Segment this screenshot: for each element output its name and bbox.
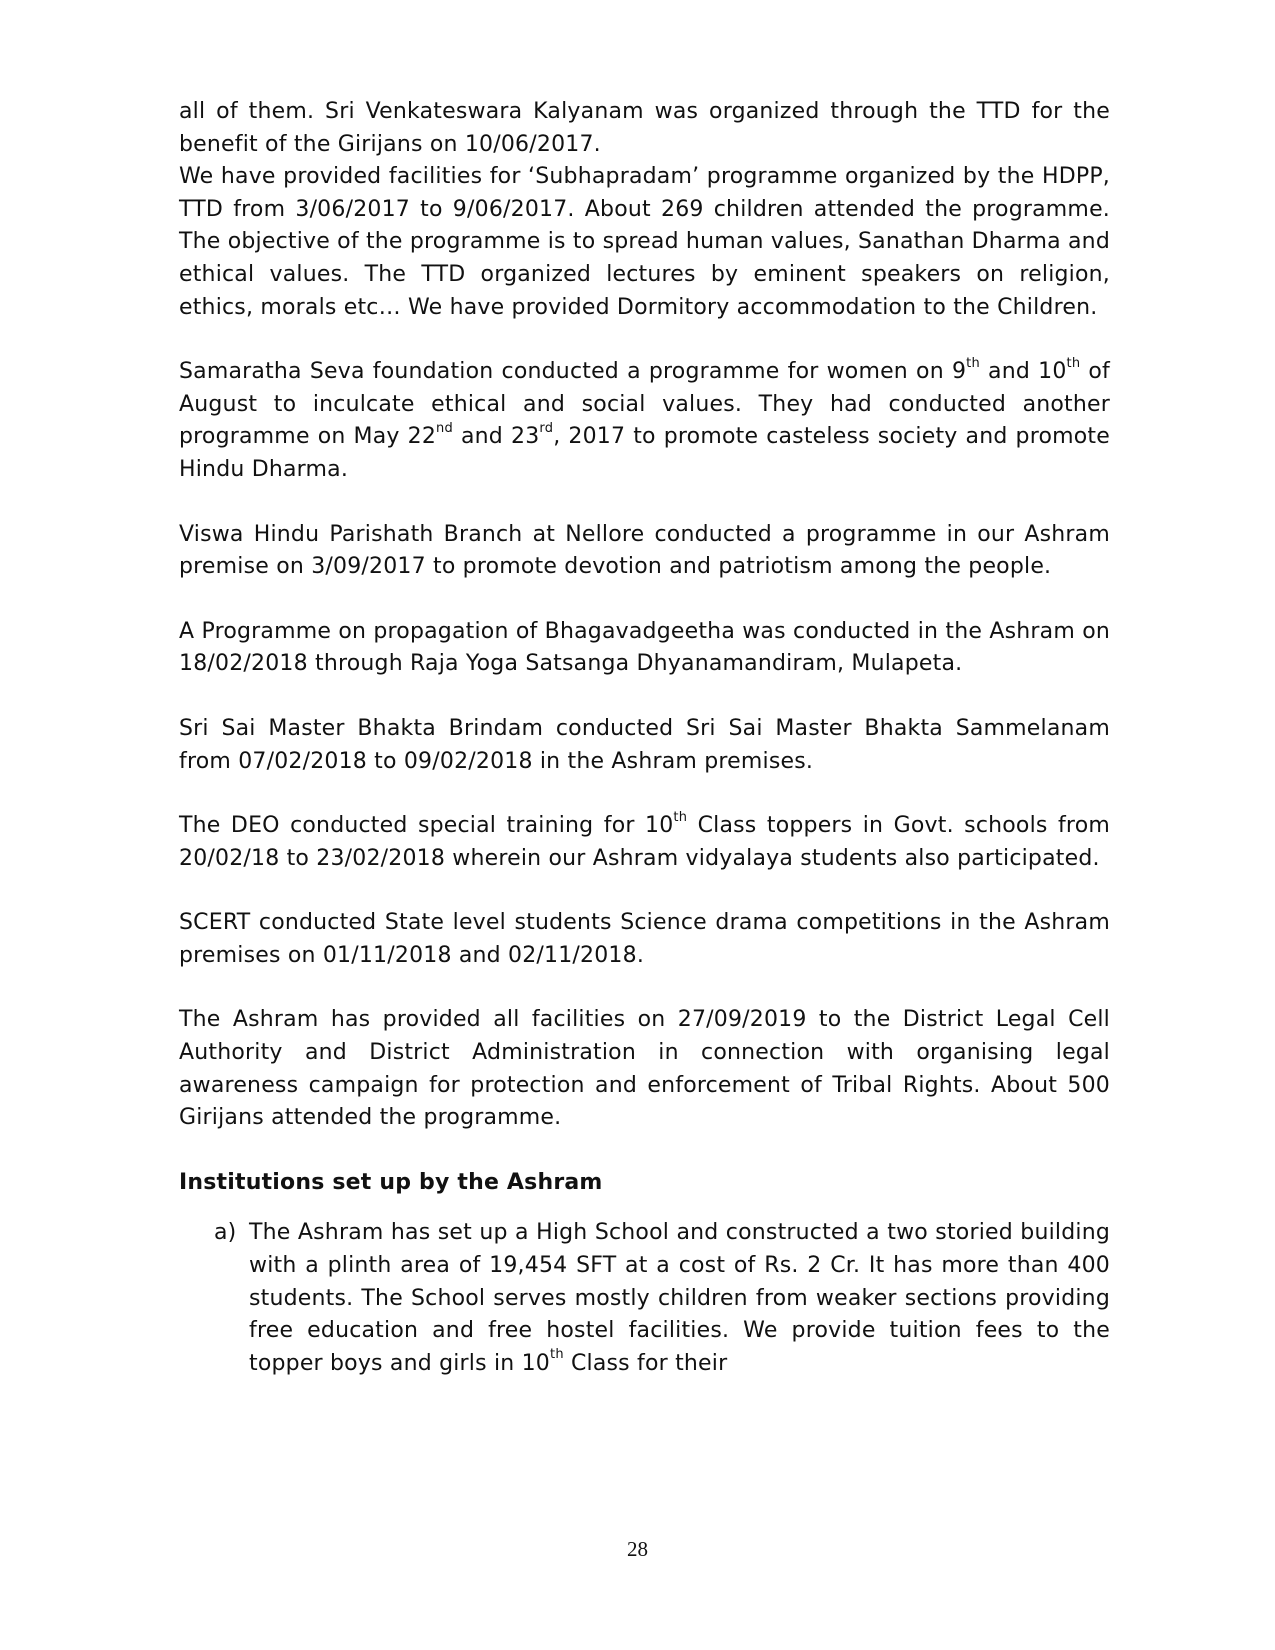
text-run: of August to inculcate ethical and social values. They had conducted another programme on May 22 <box>179 359 1110 450</box>
superscript: th <box>966 355 980 371</box>
text-run: Class for their <box>563 1350 728 1376</box>
list-item-a <box>179 1217 1110 1380</box>
paragraph-sai-master <box>179 713 1110 778</box>
page-number: 28 <box>627 1537 648 1561</box>
superscript: th <box>673 809 688 825</box>
superscript: th <box>1066 355 1081 371</box>
paragraph-kalyanam-text: all of them. Sri Venkateswara Kalyanam was organized through the TTD for the benefit of the Girijans on 10/06/2017. <box>179 99 1110 157</box>
paragraph-subhapradam-text: We have provided facilities for ‘Subhapradam’ programme organized by the HDPP, TTD from 3/06/2017 to 9/06/2017. About 269 children attended the programme. The objective of the programme is to spread human values, Sanathan Dharma and ethical values. The TTD organized lectures by eminent speakers on religion, ethics, morals etc… We have provided Dormitory accommodation to the Children. <box>179 164 1110 320</box>
paragraph-legal-awareness-text: The Ashram has provided all facilities on 27/09/2019 to the District Legal Cell Authority and District Administration in connection with organising legal awareness campaign for protection and enforcement of Tribal Rights. About 500 Girijans attended the programme. <box>179 1007 1110 1131</box>
text-run: Class toppers in Govt. schools from 20/02/18 to 23/02/2018 wherein our Ashram vidyalaya students also participated. <box>179 813 1110 871</box>
paragraph-kalyanam <box>179 96 1110 161</box>
text-run: and 23 <box>452 424 540 450</box>
paragraph-samaratha <box>179 356 1110 486</box>
paragraph-legal-awareness <box>179 1004 1110 1134</box>
paragraph-scert <box>179 907 1110 972</box>
section-heading: Institutions set up by the Ashram <box>179 1169 603 1195</box>
text-run: The Ashram has set up a High School and constructed a two storied building with a plinth area of 19,454 SFT at a cost of Rs. 2 Cr. It has more than 400 students. The School serves mostly children from weaker sections providing free education and free hostel facilities. We provide tuition fees to the topper boys and girls in 10 <box>249 1220 1110 1376</box>
paragraph-scert-text: SCERT conducted State level students Science drama competitions in the Ashram premises on 01/11/2018 and 02/11/2018. <box>179 910 1110 968</box>
paragraph-viswa-hindu-text: Viswa Hindu Parishath Branch at Nellore conducted a programme in our Ashram premise on 3/09/2017 to promote devotion and patriotism among the people. <box>179 521 1110 580</box>
text-run: and 10 <box>979 359 1067 385</box>
text-run: The DEO conducted special training for 10 <box>179 813 674 839</box>
text-run: , 2017 to promote casteless society and promote Hindu Dharma. <box>179 424 1110 482</box>
superscript: rd <box>539 421 554 437</box>
paragraph-viswa-hindu <box>179 519 1110 584</box>
text-run: Samaratha Seva foundation conducted a programme for women on 9 <box>179 359 967 385</box>
paragraph-subhapradam <box>179 161 1110 324</box>
paragraph-bhagavadgeetha-text: A Programme on propagation of Bhagavadgeetha was conducted in the Ashram on 18/02/2018 through Raja Yoga Satsanga Dhyanamandiram, Mulapeta. <box>179 618 1110 677</box>
document-page <box>179 96 1110 1380</box>
paragraph-deo-training <box>179 810 1110 875</box>
paragraph-sai-master-text: Sri Sai Master Bhakta Brindam conducted Sri Sai Master Bhakta Sammelanam from 07/02/2018 to 09/02/2018 in the Ashram premises. <box>179 715 1110 774</box>
list-marker: a) <box>214 1220 237 1246</box>
superscript: nd <box>436 421 453 437</box>
paragraph-bhagavadgeetha <box>179 616 1110 681</box>
superscript: th <box>550 1347 564 1363</box>
